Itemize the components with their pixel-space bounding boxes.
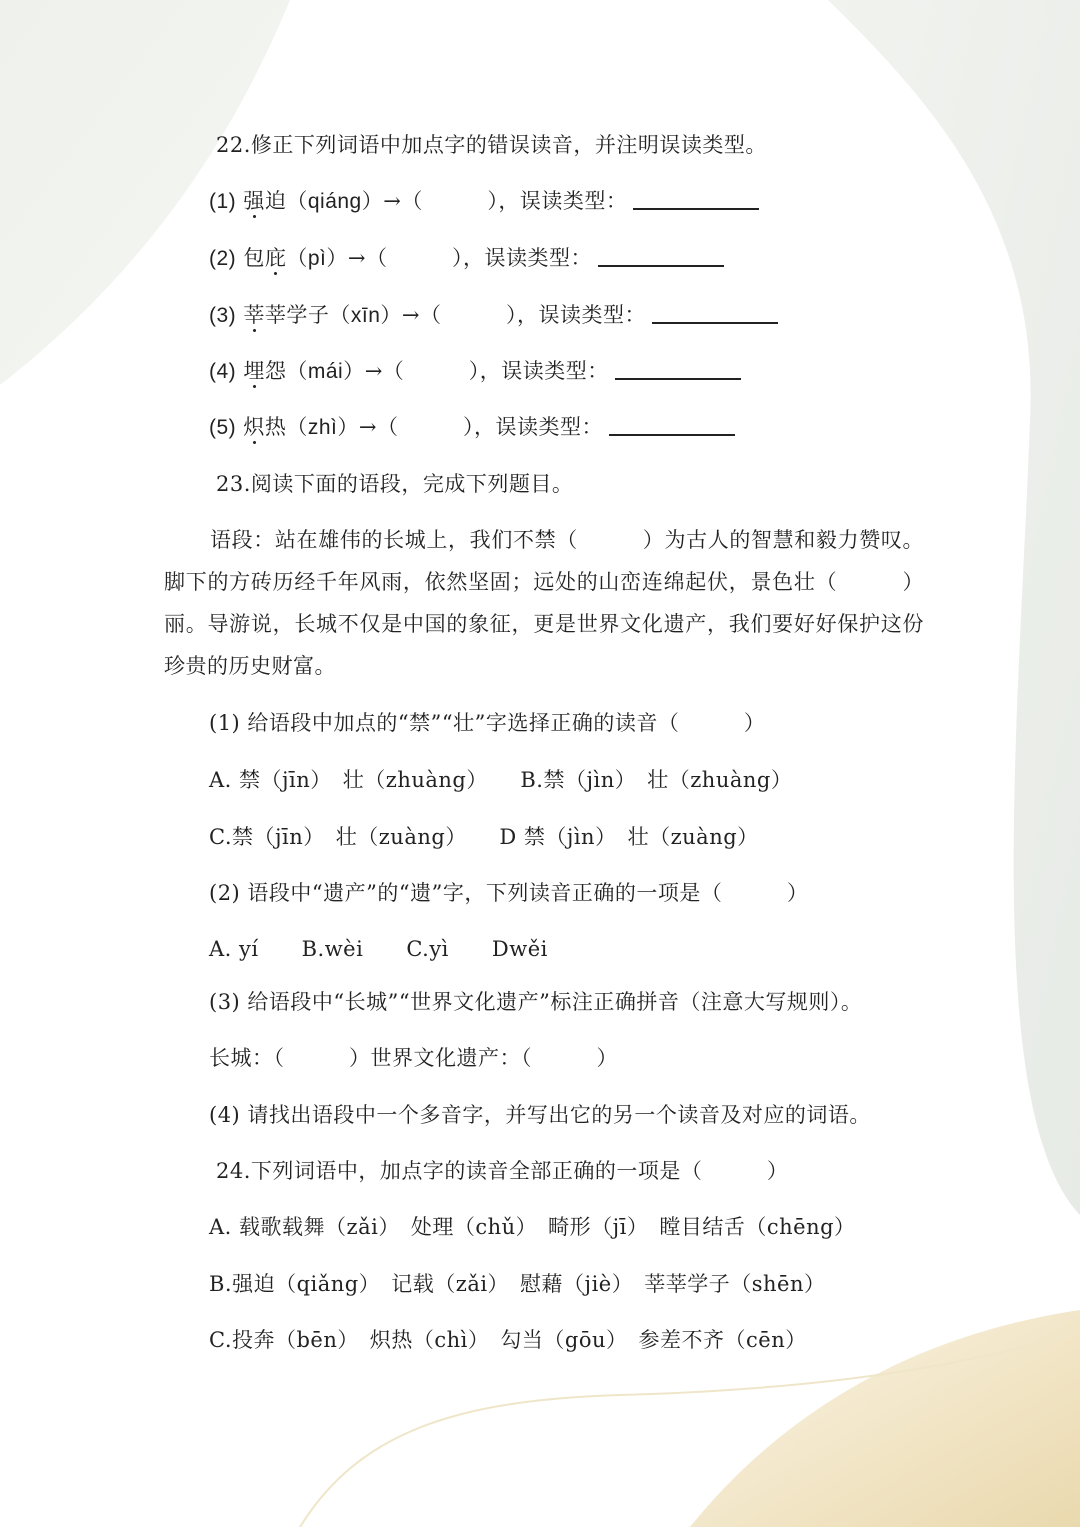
q24-option-b: B.强迫（qiǎng） 记载（zǎi） 慰藉（jiè） 莘莘学子（shēn） <box>209 1272 826 1296</box>
q24-title: 24.下列词语中，加点字的读音全部正确的一项是（ ） <box>216 1159 789 1183</box>
q24-option-a: A. 载歌载舞（zǎi） 处理（chǔ） 畸形（jī） 瞠目结舌（chēng） <box>209 1215 856 1239</box>
q23-sub2: (2) 语段中“遗产”的“遗”字，下列读音正确的一项是（ ） <box>209 881 809 905</box>
q22-item-3: (3) 莘莘学子（xīn）→（ ），误读类型： <box>209 300 778 331</box>
q24-option-c: C.投奔（bēn） 炽热（chì） 勾当（gōu） 参差不齐（cēn） <box>209 1328 807 1352</box>
q23-sub1: (1) 给语段中加点的“禁”“壮”字选择正确的读音（ ） <box>209 711 766 735</box>
answer-blank-5[interactable] <box>609 412 735 436</box>
q23-sub1-options-ab: A. 禁（jīn） 壮（zhuàng） B.禁（jìn） 壮（zhuàng） <box>209 768 793 792</box>
q23-passage <box>164 519 924 687</box>
q23-sub3: (3) 给语段中“长城”“世界文化遗产”标注正确拼音（注意大写规则）。 <box>209 990 863 1014</box>
q23-title: 23.阅读下面的语段，完成下列题目。 <box>216 472 574 496</box>
q22-item-2: (2) 包庇（pì）→（ ），误读类型： <box>209 243 724 274</box>
answer-blank-2[interactable] <box>598 243 724 267</box>
answer-blank-3[interactable] <box>652 300 778 324</box>
passage-text: 语段：站在雄伟的长城上，我们不禁（ ）为古人的智慧和毅力赞叹。脚下的方砖历经千年风雨，依然坚固；远处的山峦连绵起伏，景色壮（ ）丽。导游说，长城不仅是中国的象征，更是世界文化遗产，我们要好好保护这份珍贵的历史财富。 <box>164 528 924 678</box>
answer-blank-4[interactable] <box>615 356 741 380</box>
q23-sub1-options-cd: C.禁（jīn） 壮（zuàng） D 禁（jìn） 壮（zuàng） <box>209 825 759 849</box>
q23-sub3-answer-line: 长城：（ ）世界文化遗产：（ ） <box>209 1046 618 1070</box>
q22-item-1: (1) 强迫（qiáng）→（ ），误读类型： <box>209 186 759 217</box>
q22-item-5: (5) 炽热（zhì）→（ ），误读类型： <box>209 412 735 443</box>
answer-blank-1[interactable] <box>633 186 759 210</box>
q23-sub4: (4) 请找出语段中一个多音字，并写出它的另一个读音及对应的词语。 <box>209 1103 871 1127</box>
q22-title: 22.修正下列词语中加点字的错误读音，并注明误读类型。 <box>216 133 767 157</box>
q22-item-4: (4) 埋怨（mái）→（ ），误读类型： <box>209 356 741 387</box>
q23-sub2-options: A. yí B.wèi C.yì Dwěi <box>209 937 548 961</box>
